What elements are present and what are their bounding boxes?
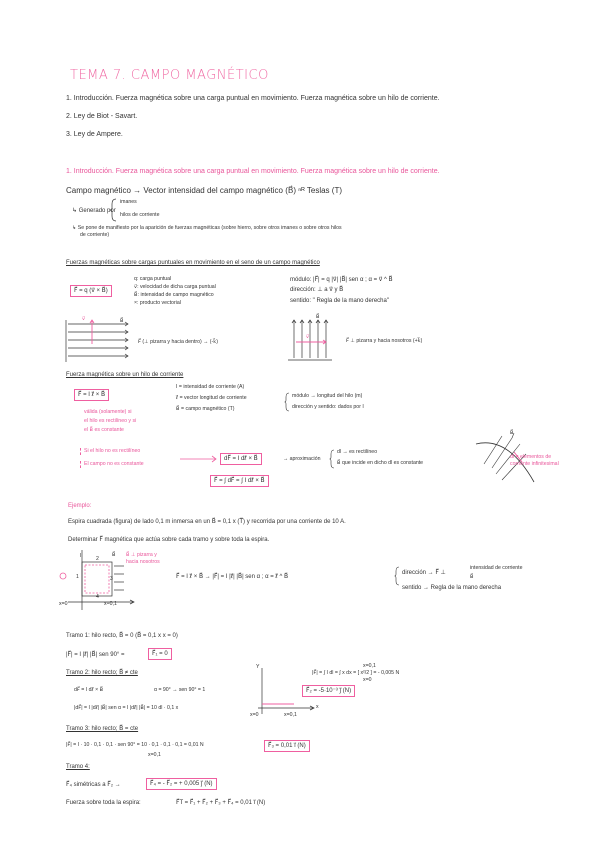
- carga-def-v: v⃗: velocidad de dicha carga puntual: [134, 284, 216, 290]
- hilo-def-i: I = intensidad de corriente (A): [176, 384, 245, 390]
- carga-formula: F⃗ = q (v⃗ × B⃗): [70, 285, 112, 297]
- hilo-dl-1: dl → es rectilíneo: [337, 449, 378, 455]
- tramo3-sub: x=0,1: [148, 752, 161, 758]
- hilo-heading: Fuerza magnética sobre un hilo de corriente: [66, 372, 184, 378]
- generado-hilos: hilos de corriente: [120, 212, 160, 218]
- fig2-label-b: B⃗: [316, 314, 320, 320]
- tramo2-alpha: α = 90° → sen 90° = 1: [154, 687, 206, 693]
- fig-tramo2-x01: x=0,1: [284, 712, 297, 718]
- total-label: Fuerza sobre toda la espira:: [66, 800, 141, 806]
- carga-def-x: ×: producto vectorial: [134, 300, 181, 306]
- tramo2-limit-lower: x=0: [363, 677, 372, 683]
- fig-tramo-1: 1: [76, 574, 79, 580]
- section-heading: 1. Introducción. Fuerza magnética sobre una carga puntual en movimiento. Fuerza magnética sobre un hilo de corriente.: [66, 168, 440, 175]
- fig-current-label: I: [80, 553, 82, 559]
- fig2-label-v: v⃗: [306, 334, 310, 340]
- hilo-direccion: dirección y sentido: dados por I: [292, 404, 364, 410]
- fig2-caption: F⃗ ⊥ pizarra y hacia nosotros (+k⃗): [346, 338, 423, 344]
- tramo2-integral: |F⃗| = ∫ I dl = ∫ x dx = [ x²/2 ] = - 0,005 N: [312, 670, 400, 676]
- hilo-dl-2: B⃗ que incide en dicho dl es constante: [337, 460, 424, 466]
- hilo-def-l: ℓ⃗ = vector longitud de corriente: [176, 395, 247, 401]
- campo-definition: Campo magnético → Vector intensidad del campo magnético (B⃗) ⁿᴿ Teslas (T): [66, 186, 342, 195]
- brace-icon: [329, 449, 335, 469]
- ejemplo-dir-a: intensidad de corriente: [470, 565, 523, 571]
- index-item-1: 1. Introducción. Fuerza magnética sobre una carga puntual en movimiento. Fuerza magnética sobre un hilo de corriente.: [66, 95, 440, 102]
- figure-field-vertical: [286, 316, 336, 362]
- fig-curved-b: B⃗: [510, 430, 514, 436]
- brace-icon: [394, 566, 400, 586]
- hilo-valida-1: válida (solamente) si: [84, 409, 132, 415]
- index-item-2: 2. Ley de Biot - Savart.: [66, 113, 138, 120]
- ejemplo-direccion: dirección → F⃗ ⊥: [402, 570, 446, 576]
- tramo3-title: Tramo 3: hilo recto; B⃗ = cte: [66, 726, 139, 732]
- fig-field-label: B⃗: [112, 552, 116, 558]
- carga-def-b: B⃗: intensidad de campo magnético: [134, 292, 214, 298]
- ejemplo-enunciado-1: Espira cuadrada (figura) de lado 0,1 m inmersa en un B⃗ = 0,1 x (T⃗) y recorrida por una corriente de 10 A.: [68, 519, 346, 525]
- index-item-3: 3. Ley de Ampere.: [66, 131, 123, 138]
- ejemplo-heading: Ejemplo:: [68, 503, 92, 509]
- carga-sentido: sentido: " Regla de la mano derecha": [290, 298, 389, 304]
- fig-curved-dl: dl = elementos de corriente infinitesimal: [510, 454, 559, 467]
- tramo4-title: Tramo 4:: [66, 764, 90, 770]
- tramo4-formula: F⃗₄ simétricas a F⃗₂ →: [66, 782, 121, 788]
- tramo2-title: Tramo 2: hilo recto; B⃗ ≠ cte: [66, 670, 138, 676]
- hilo-valida-3: el B⃗ es constante: [84, 427, 124, 433]
- tramo1-result: F⃗₁ = 0: [148, 648, 172, 660]
- fig-tramo2-x: x: [316, 704, 319, 710]
- tramo2-df: dF⃗ = I dℓ⃗ × B⃗: [74, 687, 104, 693]
- tramo2-limit-upper: x=0,1: [363, 663, 376, 669]
- generado-por: ↳ Generado por: [72, 208, 116, 214]
- ejemplo-sentido: sentido → Regla de la mano derecha: [402, 585, 502, 591]
- manifiesta-line-1: ↳ Se pone de manifiesto por la aparición de fuerzas magnéticas (sobre hierro, sobre otros imanes o sobre otros hilos: [72, 225, 342, 231]
- hilo-formula: F⃗ = I ℓ⃗ × B⃗: [74, 389, 109, 401]
- hilo-no-rect-1: Si el hilo no es rectilíneo: [80, 448, 140, 455]
- hilo-aproximacion: → aproximación: [283, 456, 321, 462]
- hilo-valida-2: el hilo es rectilíneo y si: [84, 418, 137, 424]
- manifiesta-line-2: de corriente): [80, 232, 110, 238]
- tramo3-formula: |F⃗| = I · 10 · 0,1 · 0,1 · sen 90° = 10 · 0,1 · 0,1 · 0,1 = 0,01 N: [66, 742, 204, 748]
- hilo-modulo: módulo → longitud del hilo (m): [292, 393, 363, 399]
- fig-tramo2-x0: x=0: [250, 712, 259, 718]
- fig1-caption: F⃗ (⊥ pizarra y hacia dentro) → (-k⃗): [138, 339, 218, 345]
- brace-icon: [109, 198, 117, 222]
- tramo3-result: F⃗₃ = 0,01 i⃗ (N): [264, 740, 310, 752]
- fig-tramo2-y: Y: [256, 664, 260, 670]
- tramo4-result: F⃗₄ = - F⃗₂ = + 0,005 j⃗ (N): [146, 778, 217, 790]
- generado-imanes: imanes: [120, 199, 137, 205]
- ejemplo-enunciado-2: Determinar F⃗ magnética que actúa sobre cada tramo y sobre toda la espira.: [68, 537, 270, 543]
- carga-modulo: módulo: |F⃗| = q |v⃗| |B⃗| sen α ; α = v⃗ ^ B⃗: [290, 277, 393, 283]
- tramo2-modulo: |dF⃗| = I |dℓ⃗| |B⃗| sen α = I |dℓ⃗| |B⃗| = 10 dl · 0,1 x: [74, 705, 179, 711]
- carga-def-q: q: carga puntual: [134, 276, 172, 282]
- hilo-def-b: B⃗ = campo magnético (T): [176, 406, 235, 412]
- ejemplo-dir-b: B⃗: [470, 574, 474, 580]
- fig-axis-x0: x=0: [59, 601, 68, 607]
- fig1-label-v: v⃗: [82, 316, 86, 322]
- fig-tramo-2: 2: [96, 556, 99, 562]
- arrow-icon: [180, 447, 220, 471]
- hilo-integral: F⃗ = ∫ dF⃗ = ∫ I dℓ⃗ × B⃗: [210, 475, 269, 487]
- hilo-df-formula: dF⃗ = I dℓ⃗ × B⃗: [220, 453, 262, 465]
- fig-axis-x01: x=0,1: [104, 601, 117, 607]
- brace-icon: [284, 392, 290, 412]
- fig-tramo-4: 4: [96, 594, 99, 600]
- fig1-label-b: B⃗: [120, 318, 124, 324]
- total-formula: F⃗T = F⃗₁ + F⃗₂ + F⃗₃ + F⃗₄ = 0,01 i⃗ (N): [176, 800, 266, 806]
- tramo1-title: Tramo 1: hilo recto, B⃗ = 0 (B⃗ = 0,1 x x = 0): [66, 633, 178, 639]
- carga-direccion: dirección: ⊥ a v⃗ y B⃗: [290, 287, 344, 293]
- fig-tramo-3: 3: [110, 576, 113, 582]
- hilo-no-rect-2: El campo no es constante: [80, 461, 144, 468]
- carga-heading: Fuerzas magnéticas sobre cargas puntuales en movimiento en el seno de un campo magnético: [66, 260, 320, 266]
- page-title: TEMA 7. CAMPO MAGNÉTICO: [70, 68, 269, 83]
- tramo2-result: F⃗₂ = -5·10⁻³ j⃗ (N): [302, 685, 355, 697]
- ejemplo-formula: F⃗ = I ℓ⃗ × B⃗ → |F⃗| = I |ℓ⃗| |B⃗| sen α ; α = ℓ⃗ ^ B⃗: [176, 574, 289, 580]
- fig-field-note: B⃗ ⊥ pizarra y hacia nosotros: [126, 552, 160, 565]
- tramo1-formula: |F⃗| = I |ℓ⃗| |B⃗| sen 90° =: [66, 652, 125, 658]
